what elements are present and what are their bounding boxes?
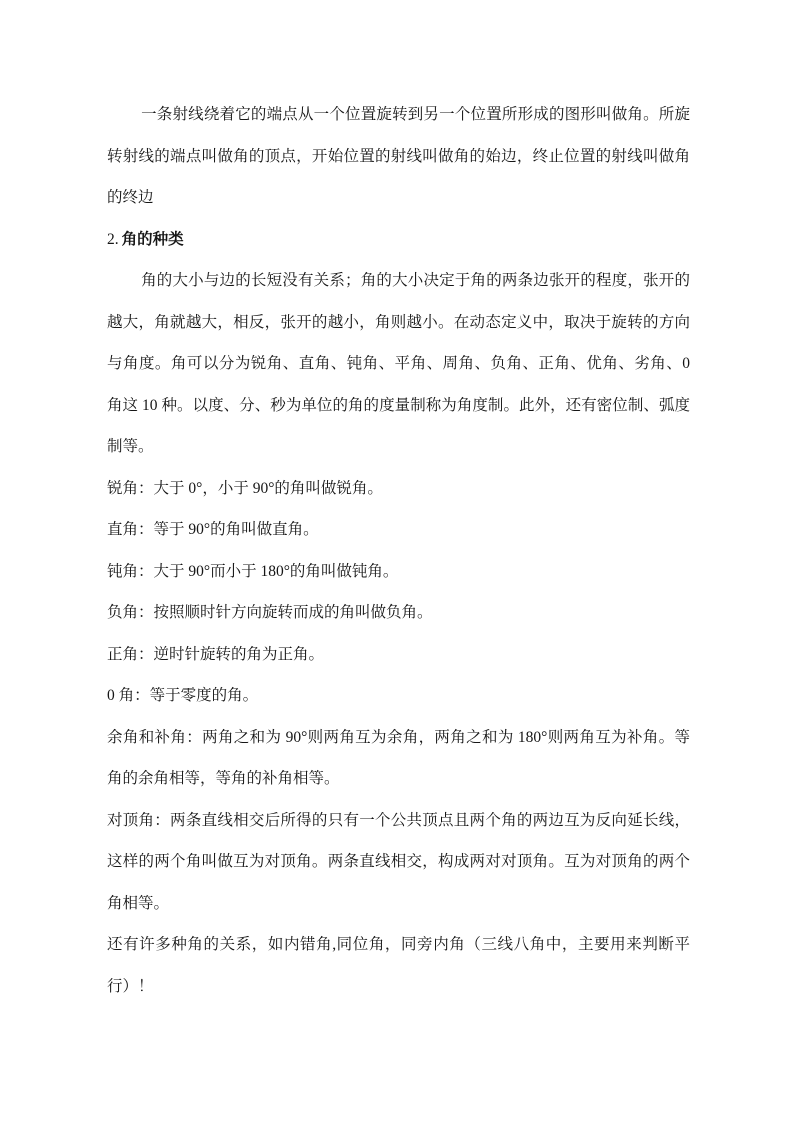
angle-kinds-paragraph: 角的大小与边的长短没有关系；角的大小决定于角的两条边张开的程度，张开的越大，角就越大，相反，张开的越小，角则越小。在动态定义中，取决于旋转的方向与角度。角可以分为锐角、直角、钝角、平角、周角、负角、正角、优角、劣角、0 角这 10 种。以度、分、秒为单位的角的度量制称为角度制。此外，还有密位制、弧度制等。 (107, 272, 690, 455)
section-title: 角的种类 (121, 230, 184, 248)
definition-vertical-angles: 对顶角：两条直线相交后所得的只有一个公共顶点且两个角的两边互为反向延长线，这样的两个角叫做互为对顶角。两条直线相交，构成两对对顶角。互为对顶角的两个角相等。 (107, 811, 690, 912)
other-angle-relations: 还有许多种角的关系，如内错角,同位角，同旁内角（三线八角中，主要用来判断平行）！ (107, 936, 690, 995)
definition-obtuse-angle: 钝角：大于 90°而小于 180°的角叫做钝角。 (107, 562, 399, 580)
definition-right-angle: 直角：等于 90°的角叫做直角。 (107, 521, 319, 538)
definition-positive-angle: 正角：逆时针旋转的角为正角。 (107, 645, 325, 663)
definition-acute-angle: 锐角：大于 0°，小于 90°的角叫做锐角。 (107, 479, 383, 497)
intro-paragraph: 一条射线绕着它的端点从一个位置旋转到另一个位置所形成的图形叫做角。所旋转射线的端点叫做角的顶点，开始位置的射线叫做角的始边，终止位置的射线叫做角的终边 (107, 106, 690, 206)
definition-zero-angle: 0 角：等于零度的角。 (107, 687, 259, 704)
section-number: 2. (107, 230, 119, 248)
section-heading (107, 219, 690, 261)
definition-complementary-supplementary-angles: 余角和补角：两角之和为 90°则两角互为余角，两角之和为 180°则两角互为补角。等角的余角相等，等角的补角相等。 (107, 728, 690, 787)
definition-negative-angle: 负角：按照顺时针方向旋转而成的角叫做负角。 (107, 604, 433, 621)
